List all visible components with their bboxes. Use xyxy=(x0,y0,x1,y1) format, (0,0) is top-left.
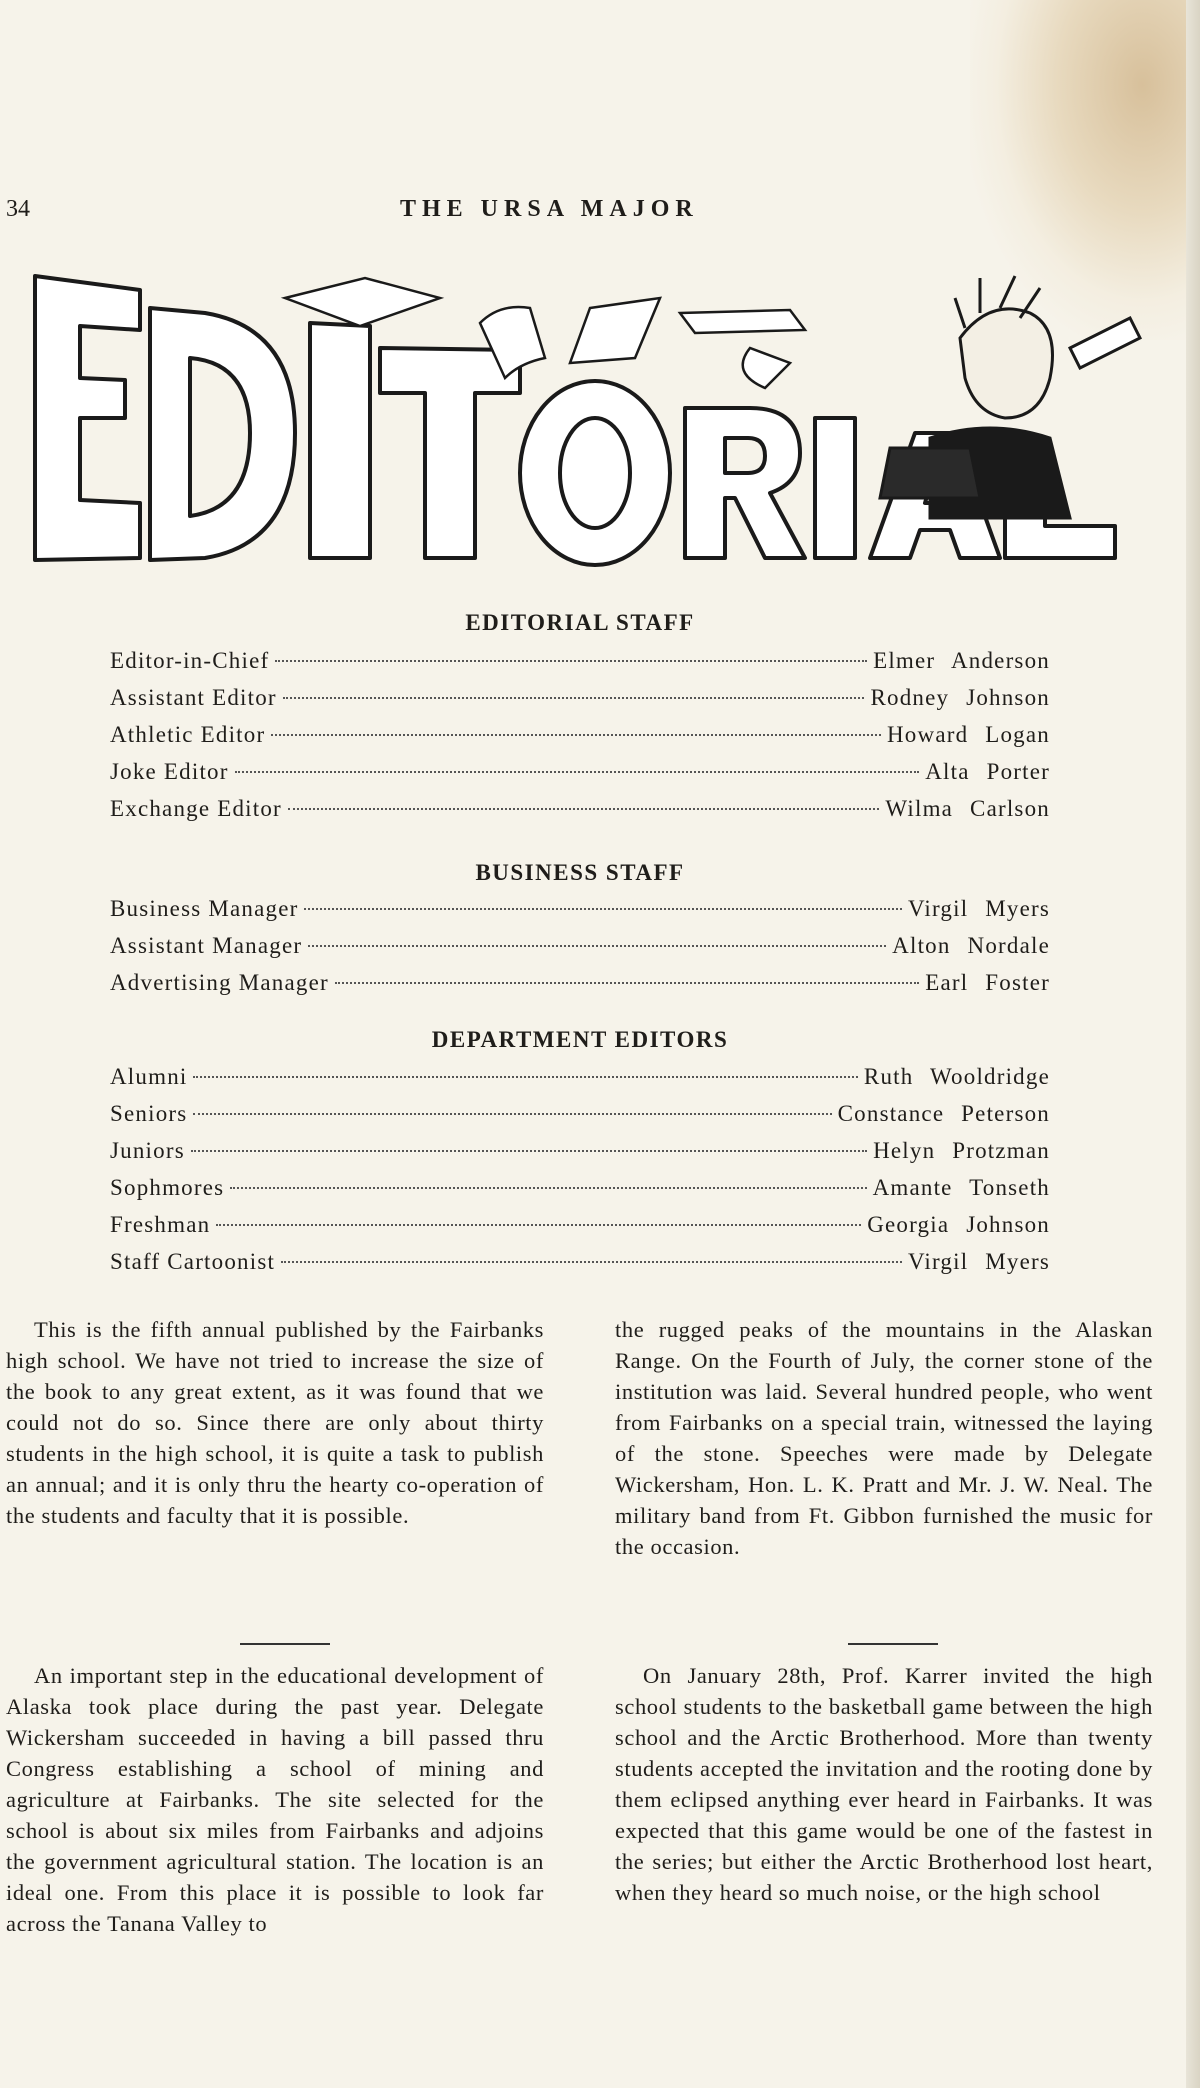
staff-row: Freshman Georgia Johnson xyxy=(110,1212,1050,1237)
staff-row: Sophmores Amante Tonseth xyxy=(110,1175,1050,1200)
business-staff-title: BUSINESS STAFF xyxy=(475,860,685,885)
staff-row: Alumni Ruth Wooldridge xyxy=(110,1064,1050,1089)
page-header xyxy=(0,196,1200,226)
staff-row: Editor-in-Chief Elmer Anderson xyxy=(110,648,1050,673)
staff-row: Juniors Helyn Protzman xyxy=(110,1138,1050,1163)
banner-lettering xyxy=(35,276,1115,565)
staff-row: Assistant Editor Rodney Johnson xyxy=(110,685,1050,710)
staff-row: Staff Cartoonist Virgil Myers xyxy=(110,1249,1050,1274)
staff-row: Assistant Manager Alton Nordale xyxy=(110,933,1050,958)
article-left-2: An important step in the educational development of Alaska took place during the past year. Delegate Wickersham succeeded in having a bill passed thru Congress establishing a school of mining and agriculture at Fairbanks. The site selected for the school is about six miles from Fairbanks and adjoins the government agricultural station. The location is an ideal one. From this place it is possible to look far across the Tanana Valley to xyxy=(6,1663,544,1936)
staff-row: Seniors Constance Peterson xyxy=(110,1101,1050,1126)
staff-row: Business Manager Virgil Myers xyxy=(110,896,1050,921)
page-edge xyxy=(1186,0,1200,2088)
editorial-staff-title: EDITORIAL STAFF xyxy=(465,610,695,635)
staff-row: Advertising Manager Earl Foster xyxy=(110,970,1050,995)
article-right-1: the rugged peaks of the mountains in the Alaskan Range. On the Fourth of July, the corner stone of the institution was laid. Several hundred people, who went from Fairbanks on a special train, witnessed the laying of the stone. Speeches were made by Delegate Wickersham, Hon. L. K. Pratt and Mr. J. W. Neal. The military band from Ft. Gibbon furnished the music for the occasion. xyxy=(615,1317,1153,1559)
page-number: 34 xyxy=(6,196,30,222)
article-divider xyxy=(240,1643,330,1645)
article-divider xyxy=(848,1643,938,1645)
editorial-banner xyxy=(30,268,1150,578)
staff-row: Joke Editor Alta Porter xyxy=(110,759,1050,784)
staff-row: Athletic Editor Howard Logan xyxy=(110,722,1050,747)
article-right-2: On January 28th, Prof. Karrer invited the high school students to the basketball game between the high school and the Arctic Brotherhood. More than twenty students accepted the invitation and the rooting done by them eclipsed anything ever heard in Fairbanks. It was expected that this game would be one of the fastest in the series; but either the Arctic Brotherhood lost heart, when they heard so much noise, or the high school xyxy=(615,1663,1153,1905)
department-editors-title: DEPARTMENT EDITORS xyxy=(431,1027,729,1052)
article-left-1: This is the fifth annual published by the Fairbanks high school. We have not tried to increase the size of the book to any great extent, as it was found that we could not do so. Since there are only about thirty students in the high school, it is quite a task to publish an annual; and it is only thru the hearty co-operation of the students and faculty that it is possible. xyxy=(6,1317,544,1528)
cartoon-figure xyxy=(880,276,1140,518)
staff-row: Exchange Editor Wilma Carlson xyxy=(110,796,1050,821)
running-title: THE URSA MAJOR xyxy=(400,196,699,222)
